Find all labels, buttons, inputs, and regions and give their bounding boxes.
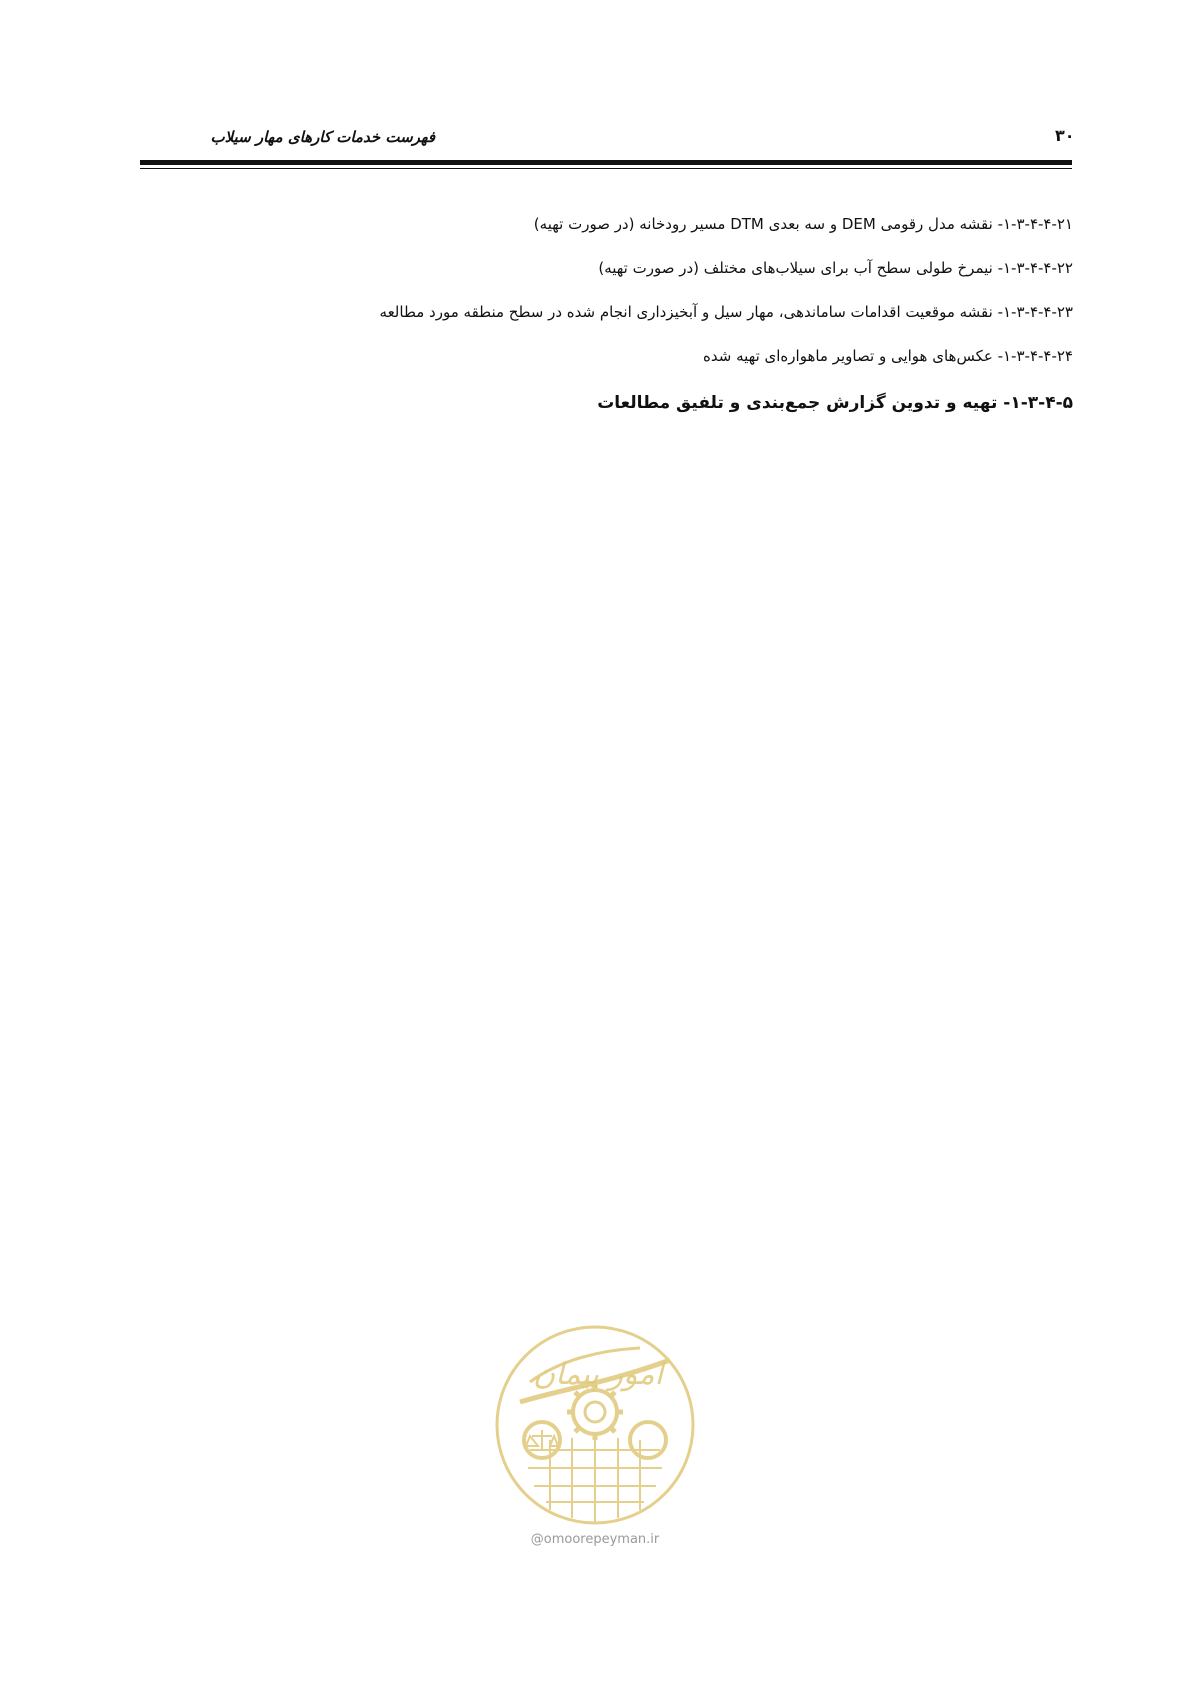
watermark-logo (490, 1320, 700, 1570)
watermark-url: @omoorepeyman.ir (530, 1532, 660, 1547)
list-item: ۱-۳-۴-۴-۲۲- نیمرخ طولی سطح آب برای سیلاب‌های مختلف (در صورت تهیه) (598, 259, 1073, 277)
page-number: ۳۰ (1055, 126, 1075, 145)
section-heading: ۱-۳-۴-۵- تهیه و تدوین گزارش جمع‌بندی و تلفیق مطالعات (597, 393, 1073, 413)
list-item: ۱-۳-۴-۴-۲۳- نقشه موقعیت اقدامات ساماندهی، مهار سیل و آبخیزداری انجام شده در سطح منطقه مورد مطالعه (379, 303, 1073, 321)
header-rule-thick (140, 160, 1072, 165)
watermark-emblem-icon (490, 1320, 700, 1530)
header-title: فهرست خدمات کارهای مهار سیلاب (210, 128, 435, 146)
page-body (133, 213, 1073, 415)
list-item: ۱-۳-۴-۴-۲۱- نقشه مدل رقومی DEM و سه بعدی DTM مسیر رودخانه (در صورت تهیه) (533, 215, 1073, 233)
watermark-logo-text: امور پیمان (533, 1357, 663, 1392)
header-rule-thin (140, 168, 1072, 169)
list-item: ۱-۳-۴-۴-۲۴- عکس‌های هوایی و تصاویر ماهواره‌ای تهیه شده (703, 347, 1073, 365)
